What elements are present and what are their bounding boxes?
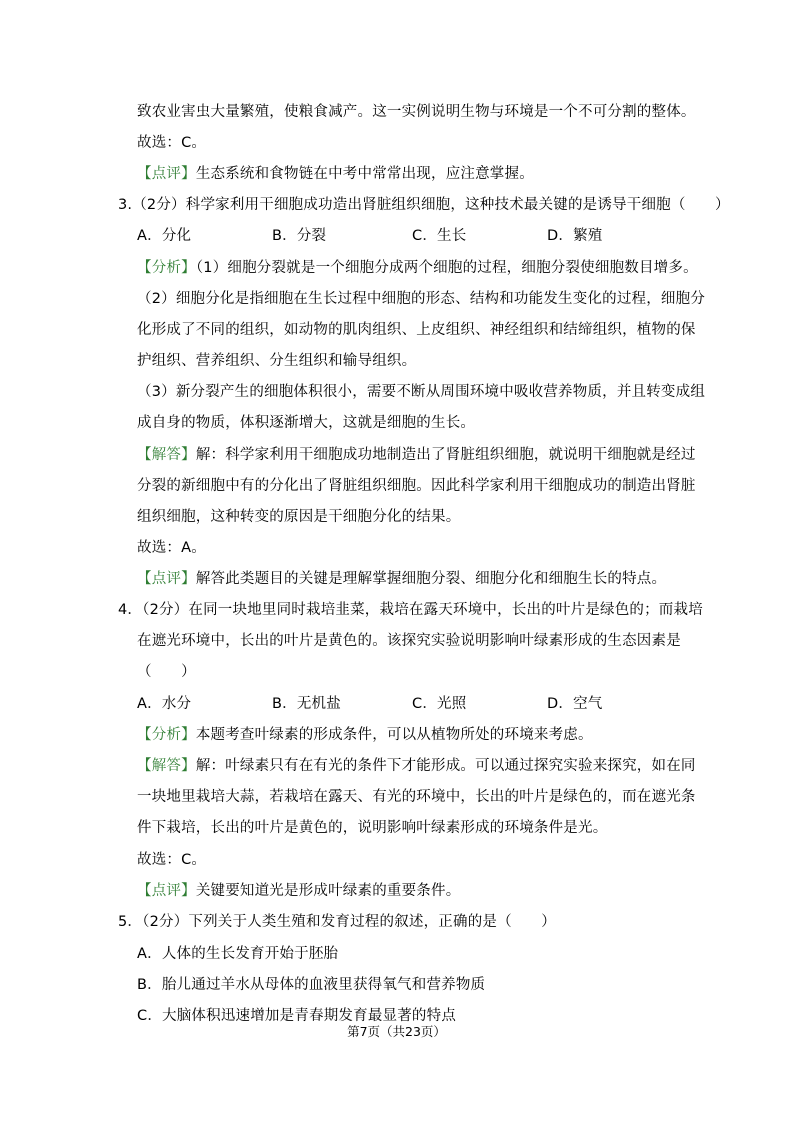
analysis-text: （3）新分裂产生的细胞体积很小，需要不断从周围环境中吸收营养物质，并且转变成组: [137, 384, 706, 400]
comment-tag: 【点评】: [137, 571, 196, 587]
option-c: C．大脑体积迅速增加是青春期发育最显著的特点: [137, 1008, 457, 1024]
option-d: D．空气: [547, 696, 603, 712]
answer-line: 故选：A。: [137, 540, 206, 556]
question-stem: （ ）: [137, 664, 196, 680]
text-line: 致农业害虫大量繁殖，使粮食减产。这一实例说明生物与环境是一个不可分割的整体。: [137, 104, 696, 120]
solution-tag: 【解答】: [137, 758, 196, 774]
option-c: C．生长: [412, 228, 467, 244]
option-a: A．分化: [137, 228, 192, 244]
analysis-tag: 【分析】: [137, 260, 196, 276]
solution-text: 一块地里栽培大蒜，若栽培在露天、有光的环境中，长出的叶片是绿色的，而在遮光条: [137, 789, 696, 805]
solution-tag: 【解答】: [137, 447, 196, 463]
answer-line: 故选：C。: [137, 135, 207, 151]
comment-line: [137, 164, 534, 184]
option-b: B．无机盐: [272, 696, 341, 712]
option-a: A．人体的生长发育开始于胚胎: [137, 946, 339, 962]
analysis-text: （2）细胞分化是指细胞在生长过程中细胞的形态、结构和功能发生变化的过程，细胞分: [137, 291, 706, 307]
option-d: D．繁殖: [547, 228, 603, 244]
option-c: C．光照: [412, 696, 467, 712]
comment-line: [137, 881, 460, 901]
comment-text: 解答此类题目的关键是理解掌握细胞分裂、细胞分化和细胞生长的特点。: [195, 571, 667, 587]
analysis-text: 化形成了不同的组织，如动物的肌肉组织、上皮组织、神经组织和结缔组织，植物的保: [137, 322, 696, 338]
solution-text: 分裂的新细胞中有的分化出了肾脏组织细胞。因此科学家利用干细胞成功的制造出肾脏: [137, 478, 696, 494]
question-stem: 4．（2分）在同一块地里同时栽培韭菜，栽培在露天环境中，长出的叶片是绿色的；而栽培: [118, 602, 703, 618]
comment-text: 生态系统和食物链在中考中常常出现，应注意掌握。: [195, 166, 534, 182]
analysis-tag: 【分析】: [137, 727, 196, 743]
comment-line: [137, 569, 666, 589]
comment-tag: 【点评】: [137, 883, 196, 899]
solution-text: 解：叶绿素只有在有光的条件下才能形成。可以通过探究实验来探究，如在同: [195, 758, 696, 774]
answer-line: 故选：C。: [137, 852, 207, 868]
solution-line: [137, 445, 696, 465]
question-stem: 3.（2分）科学家利用干细胞成功造出肾脏组织细胞，这种技术最关键的是诱导干细胞（ ）: [118, 197, 730, 213]
solution-text: 件下栽培，长出的叶片是黄色的，说明影响叶绿素形成的环境条件是光。: [137, 820, 608, 836]
solution-line: [137, 756, 696, 776]
page-number: 第7页（共23页）: [347, 1024, 446, 1039]
analysis-text: 本题考查叶绿素的形成条件，可以从植物所处的环境来考虑。: [195, 727, 593, 743]
question-stem: 在遮光环境中，长出的叶片是黄色的。该探究实验说明影响叶绿素形成的生态因素是: [137, 633, 681, 649]
question-stem: 5．（2分）下列关于人类生殖和发育过程的叙述，正确的是（ ）: [118, 914, 556, 930]
solution-text: 组织细胞，这种转变的原因是干细胞分化的结果。: [137, 509, 461, 525]
analysis-line: [137, 725, 593, 745]
comment-text: 关键要知道光是形成叶绿素的重要条件。: [195, 883, 461, 899]
option-b: B．分裂: [272, 228, 327, 244]
comment-tag: 【点评】: [137, 166, 196, 182]
analysis-line: [137, 258, 698, 278]
analysis-text: （1）细胞分裂就是一个细胞分成两个细胞的过程，细胞分裂使细胞数目增多。: [195, 260, 698, 276]
option-a: A．水分: [137, 696, 192, 712]
option-b: B．胎儿通过羊水从母体的血液里获得氧气和营养物质: [137, 977, 486, 993]
solution-text: 解：科学家利用干细胞成功地制造出了肾脏组织细胞，就说明干细胞就是经过: [195, 447, 696, 463]
analysis-text: 护组织、营养组织、分生组织和输导组织。: [137, 353, 417, 369]
analysis-text: 成自身的物质，体积逐渐增大，这就是细胞的生长。: [137, 415, 476, 431]
